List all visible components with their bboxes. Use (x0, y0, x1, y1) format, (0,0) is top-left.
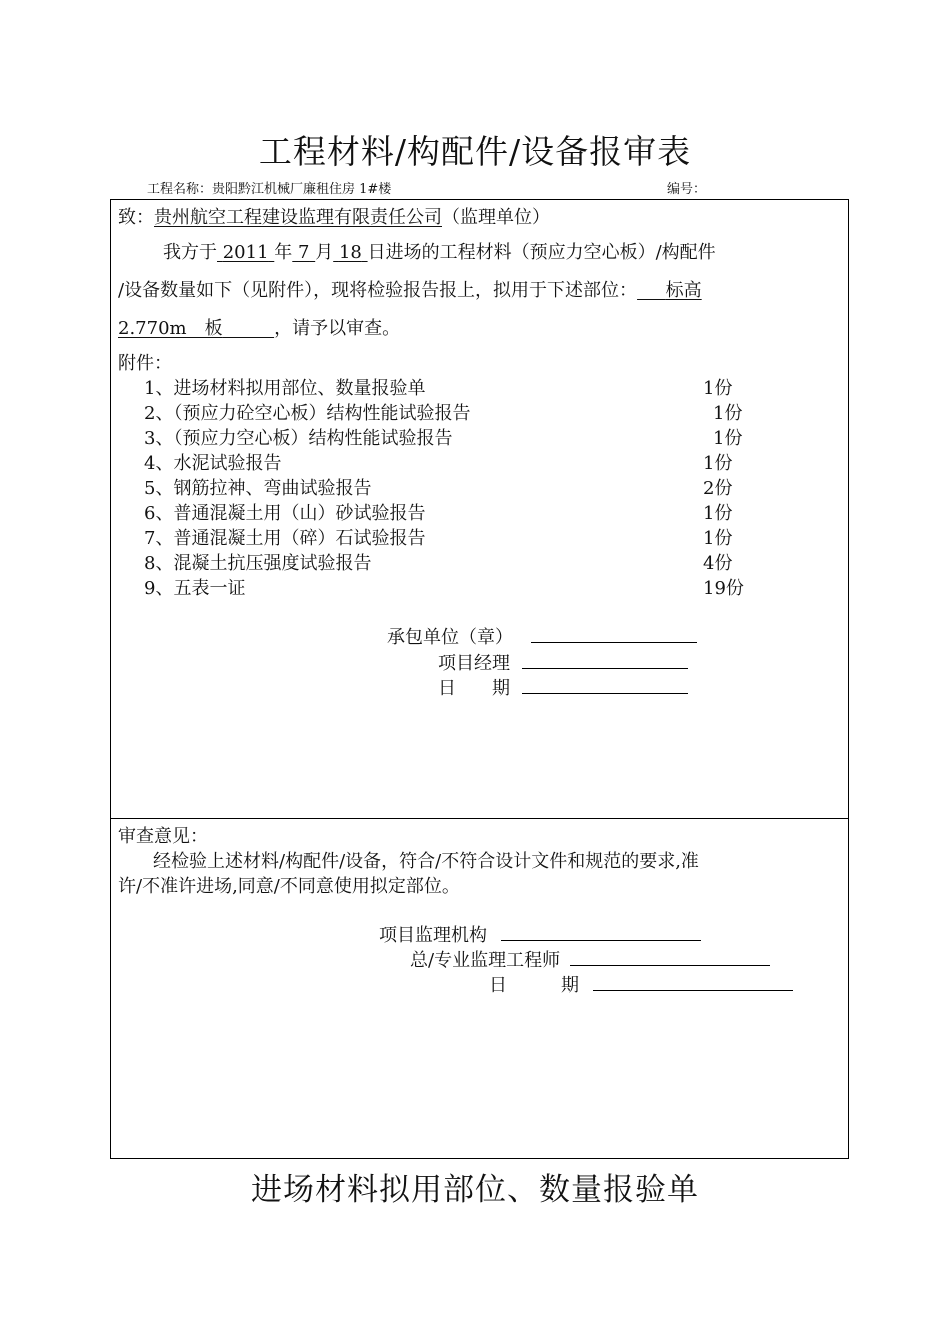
body-line-3 (118, 314, 400, 340)
section-divider (110, 818, 849, 819)
location-text: 标高 (665, 280, 702, 301)
chief-engineer-row (410, 946, 770, 972)
attachment-item-name: 3、（预应力空心板）结构性能试验报告 (144, 428, 453, 449)
supervision-org-row (379, 921, 701, 947)
entry-month (292, 242, 315, 263)
attachments-label: 附件： (118, 353, 172, 374)
entry-day (333, 242, 367, 263)
next-form-title: 进场材料拟用部位、数量报验单 (251, 1172, 699, 1208)
addressee-line (118, 203, 550, 229)
project-manager-row (438, 649, 688, 675)
review-date-row (489, 971, 793, 997)
form-title: 工程材料/构配件/设备报审表 (258, 132, 692, 171)
attachment-item-name: 2、（预应力砼空心板）结构性能试验报告 (144, 403, 471, 424)
review-text-line-1: 经检验上述材料/构配件/设备，符合/不符合设计文件和规范的要求,准 (153, 851, 699, 872)
body-text: ，请予以审查。 (274, 318, 401, 339)
location-text: 2.770m 板 (118, 318, 223, 339)
contractor-unit-row (387, 623, 697, 649)
attachment-item-count: 2份 (703, 478, 733, 499)
attachment-item-count: 1份 (703, 528, 733, 549)
chief-engineer-label: 总/专业监理工程师 (410, 950, 561, 971)
contractor-date-line (522, 675, 688, 694)
attachment-item-count: 1份 (713, 428, 743, 449)
attachment-item-count: 19份 (703, 578, 744, 599)
attachment-item-count: 1份 (703, 503, 733, 524)
review-date-label: 日 期 (489, 975, 579, 996)
location-part-1 (637, 280, 702, 301)
contractor-date-label: 日 期 (438, 678, 510, 699)
location-part-2 (118, 318, 274, 339)
attachment-item-name: 6、普通混凝土用（山）砂试验报告 (144, 503, 426, 524)
body-text: /设备数量如下（见附件），现将检验报告报上，拟用于下述部位： (118, 280, 638, 301)
attachment-item-name: 7、普通混凝土用（碎）石试验报告 (144, 528, 426, 549)
entry-year (217, 242, 274, 263)
body-text: 日进场的工程材料（预应力空心板）/构配件 (367, 242, 716, 263)
form-number-label: 编号： (667, 182, 707, 197)
month-unit: 月 (315, 242, 334, 263)
review-label: 审查意见： (118, 826, 208, 847)
attachment-item-name: 1、进场材料拟用部位、数量报验单 (144, 378, 426, 399)
chief-engineer-signature-line (570, 947, 770, 966)
review-date-line (593, 972, 793, 991)
body-line-1 (163, 238, 716, 264)
contractor-date-row (438, 674, 688, 700)
addressee-company: 贵州航空工程建设监理有限责任公司 (154, 207, 442, 228)
attachment-item-name: 4、水泥试验报告 (144, 453, 282, 474)
body-text: 我方于 (163, 242, 217, 263)
attachment-item-name: 5、钢筋拉神、弯曲试验报告 (144, 478, 372, 499)
body-line-2 (118, 276, 702, 302)
year-unit: 年 (274, 242, 293, 263)
project-manager-signature-line (522, 650, 688, 669)
supervision-org-signature-line (501, 922, 701, 941)
project-name: 工程名称：贵阳黔江机械厂廉租住房 1#楼 (147, 182, 392, 197)
supervision-org-label: 项目监理机构 (379, 925, 487, 946)
attachment-item-count: 1份 (703, 378, 733, 399)
contractor-unit-label: 承包单位（章） (387, 627, 513, 648)
attachment-item-name: 8、混凝土抗压强度试验报告 (144, 553, 372, 574)
contractor-unit-signature-line (531, 624, 697, 643)
attachment-item-count: 4份 (703, 553, 733, 574)
attachment-item-count: 1份 (703, 453, 733, 474)
attachment-item-name: 9、五表一证 (144, 578, 246, 599)
addressee-suffix: （监理单位） (442, 207, 550, 228)
year-value: 2011 (222, 242, 269, 263)
attachment-item-count: 1份 (713, 403, 743, 424)
project-manager-label: 项目经理 (438, 653, 510, 674)
addressee-prefix: 致： (118, 207, 154, 228)
review-text-line-2: 许/不准许进场,同意/不同意使用拟定部位。 (118, 876, 460, 897)
month-value: 7 (298, 242, 310, 263)
day-value: 18 (338, 242, 362, 263)
